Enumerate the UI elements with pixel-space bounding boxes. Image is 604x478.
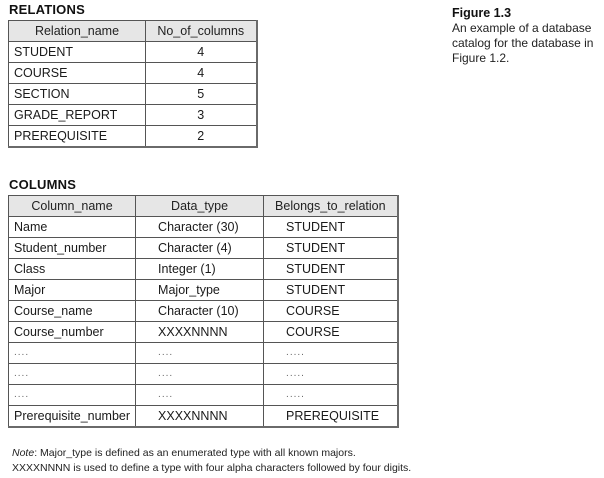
no-of-columns-cell: 2 xyxy=(146,126,257,148)
belongs-to-relation-cell: STUDENT xyxy=(264,280,398,301)
figure-caption-text: An example of a database catalog for the database in Figure 1.2. xyxy=(452,21,594,65)
data-type-cell: .... xyxy=(136,385,264,406)
table-row xyxy=(9,126,257,148)
column-name-cell: Major xyxy=(9,280,136,301)
data-type-cell: XXXXNNNN xyxy=(136,406,264,428)
footnote-line-1 xyxy=(12,446,411,461)
data-type-cell: Character (4) xyxy=(136,238,264,259)
belongs-to-relation-cell: PREREQUISITE xyxy=(264,406,398,428)
relation-name-cell: COURSE xyxy=(9,63,146,84)
header-data-type: Data_type xyxy=(136,196,264,217)
belongs-to-relation-cell: STUDENT xyxy=(264,238,398,259)
column-name-cell: Course_number xyxy=(9,322,136,343)
note-prefix: Note xyxy=(12,447,35,459)
relation-name-cell: PREREQUISITE xyxy=(9,126,146,148)
data-type-cell: Character (30) xyxy=(136,217,264,238)
data-type-cell: Major_type xyxy=(136,280,264,301)
relation-name-cell: SECTION xyxy=(9,84,146,105)
no-of-columns-cell: 5 xyxy=(146,84,257,105)
header-no-of-columns: No_of_columns xyxy=(146,21,257,42)
table-row xyxy=(9,322,398,343)
table-row xyxy=(9,42,257,63)
columns-table xyxy=(8,195,399,428)
data-type-cell: XXXXNNNN xyxy=(136,322,264,343)
column-name-cell: Course_name xyxy=(9,301,136,322)
footnote xyxy=(12,446,411,476)
columns-title: COLUMNS xyxy=(9,177,77,192)
relation-name-cell: GRADE_REPORT xyxy=(9,105,146,126)
column-name-cell: Prerequisite_number xyxy=(9,406,136,428)
column-name-cell: Class xyxy=(9,259,136,280)
table-row-ellipsis xyxy=(9,364,398,385)
no-of-columns-cell: 4 xyxy=(146,42,257,63)
data-type-cell: Character (10) xyxy=(136,301,264,322)
column-name-cell: Student_number xyxy=(9,238,136,259)
figure-caption xyxy=(452,6,602,66)
no-of-columns-cell: 3 xyxy=(146,105,257,126)
column-name-cell: .... xyxy=(9,364,136,385)
table-header-row xyxy=(9,196,398,217)
table-row xyxy=(9,217,398,238)
header-relation-name: Relation_name xyxy=(9,21,146,42)
relation-name-cell: STUDENT xyxy=(9,42,146,63)
data-type-cell: .... xyxy=(136,364,264,385)
header-belongs-to-relation: Belongs_to_relation xyxy=(264,196,398,217)
belongs-to-relation-cell: STUDENT xyxy=(264,259,398,280)
figure-label: Figure 1.3 xyxy=(452,6,512,20)
table-row xyxy=(9,259,398,280)
relations-title: RELATIONS xyxy=(9,2,85,17)
table-row-ellipsis xyxy=(9,343,398,364)
table-row xyxy=(9,63,257,84)
table-row xyxy=(9,280,398,301)
belongs-to-relation-cell: ..... xyxy=(264,385,398,406)
relations-table xyxy=(8,20,258,148)
data-type-cell: .... xyxy=(136,343,264,364)
column-name-cell: .... xyxy=(9,343,136,364)
header-column-name: Column_name xyxy=(9,196,136,217)
column-name-cell: Name xyxy=(9,217,136,238)
note-line-1-text: : Major_type is defined as an enumerated type with all known majors. xyxy=(34,447,356,459)
table-row xyxy=(9,105,257,126)
belongs-to-relation-cell: COURSE xyxy=(264,322,398,343)
table-row xyxy=(9,301,398,322)
table-header-row xyxy=(9,21,257,42)
table-row xyxy=(9,238,398,259)
table-row xyxy=(9,406,398,428)
table-row-ellipsis xyxy=(9,385,398,406)
no-of-columns-cell: 4 xyxy=(146,63,257,84)
footnote-line-2: XXXXNNNN is used to define a type with four alpha characters followed by four digits. xyxy=(12,462,412,474)
belongs-to-relation-cell: ..... xyxy=(264,343,398,364)
belongs-to-relation-cell: STUDENT xyxy=(264,217,398,238)
column-name-cell: .... xyxy=(9,385,136,406)
belongs-to-relation-cell: COURSE xyxy=(264,301,398,322)
belongs-to-relation-cell: ..... xyxy=(264,364,398,385)
table-row xyxy=(9,84,257,105)
data-type-cell: Integer (1) xyxy=(136,259,264,280)
